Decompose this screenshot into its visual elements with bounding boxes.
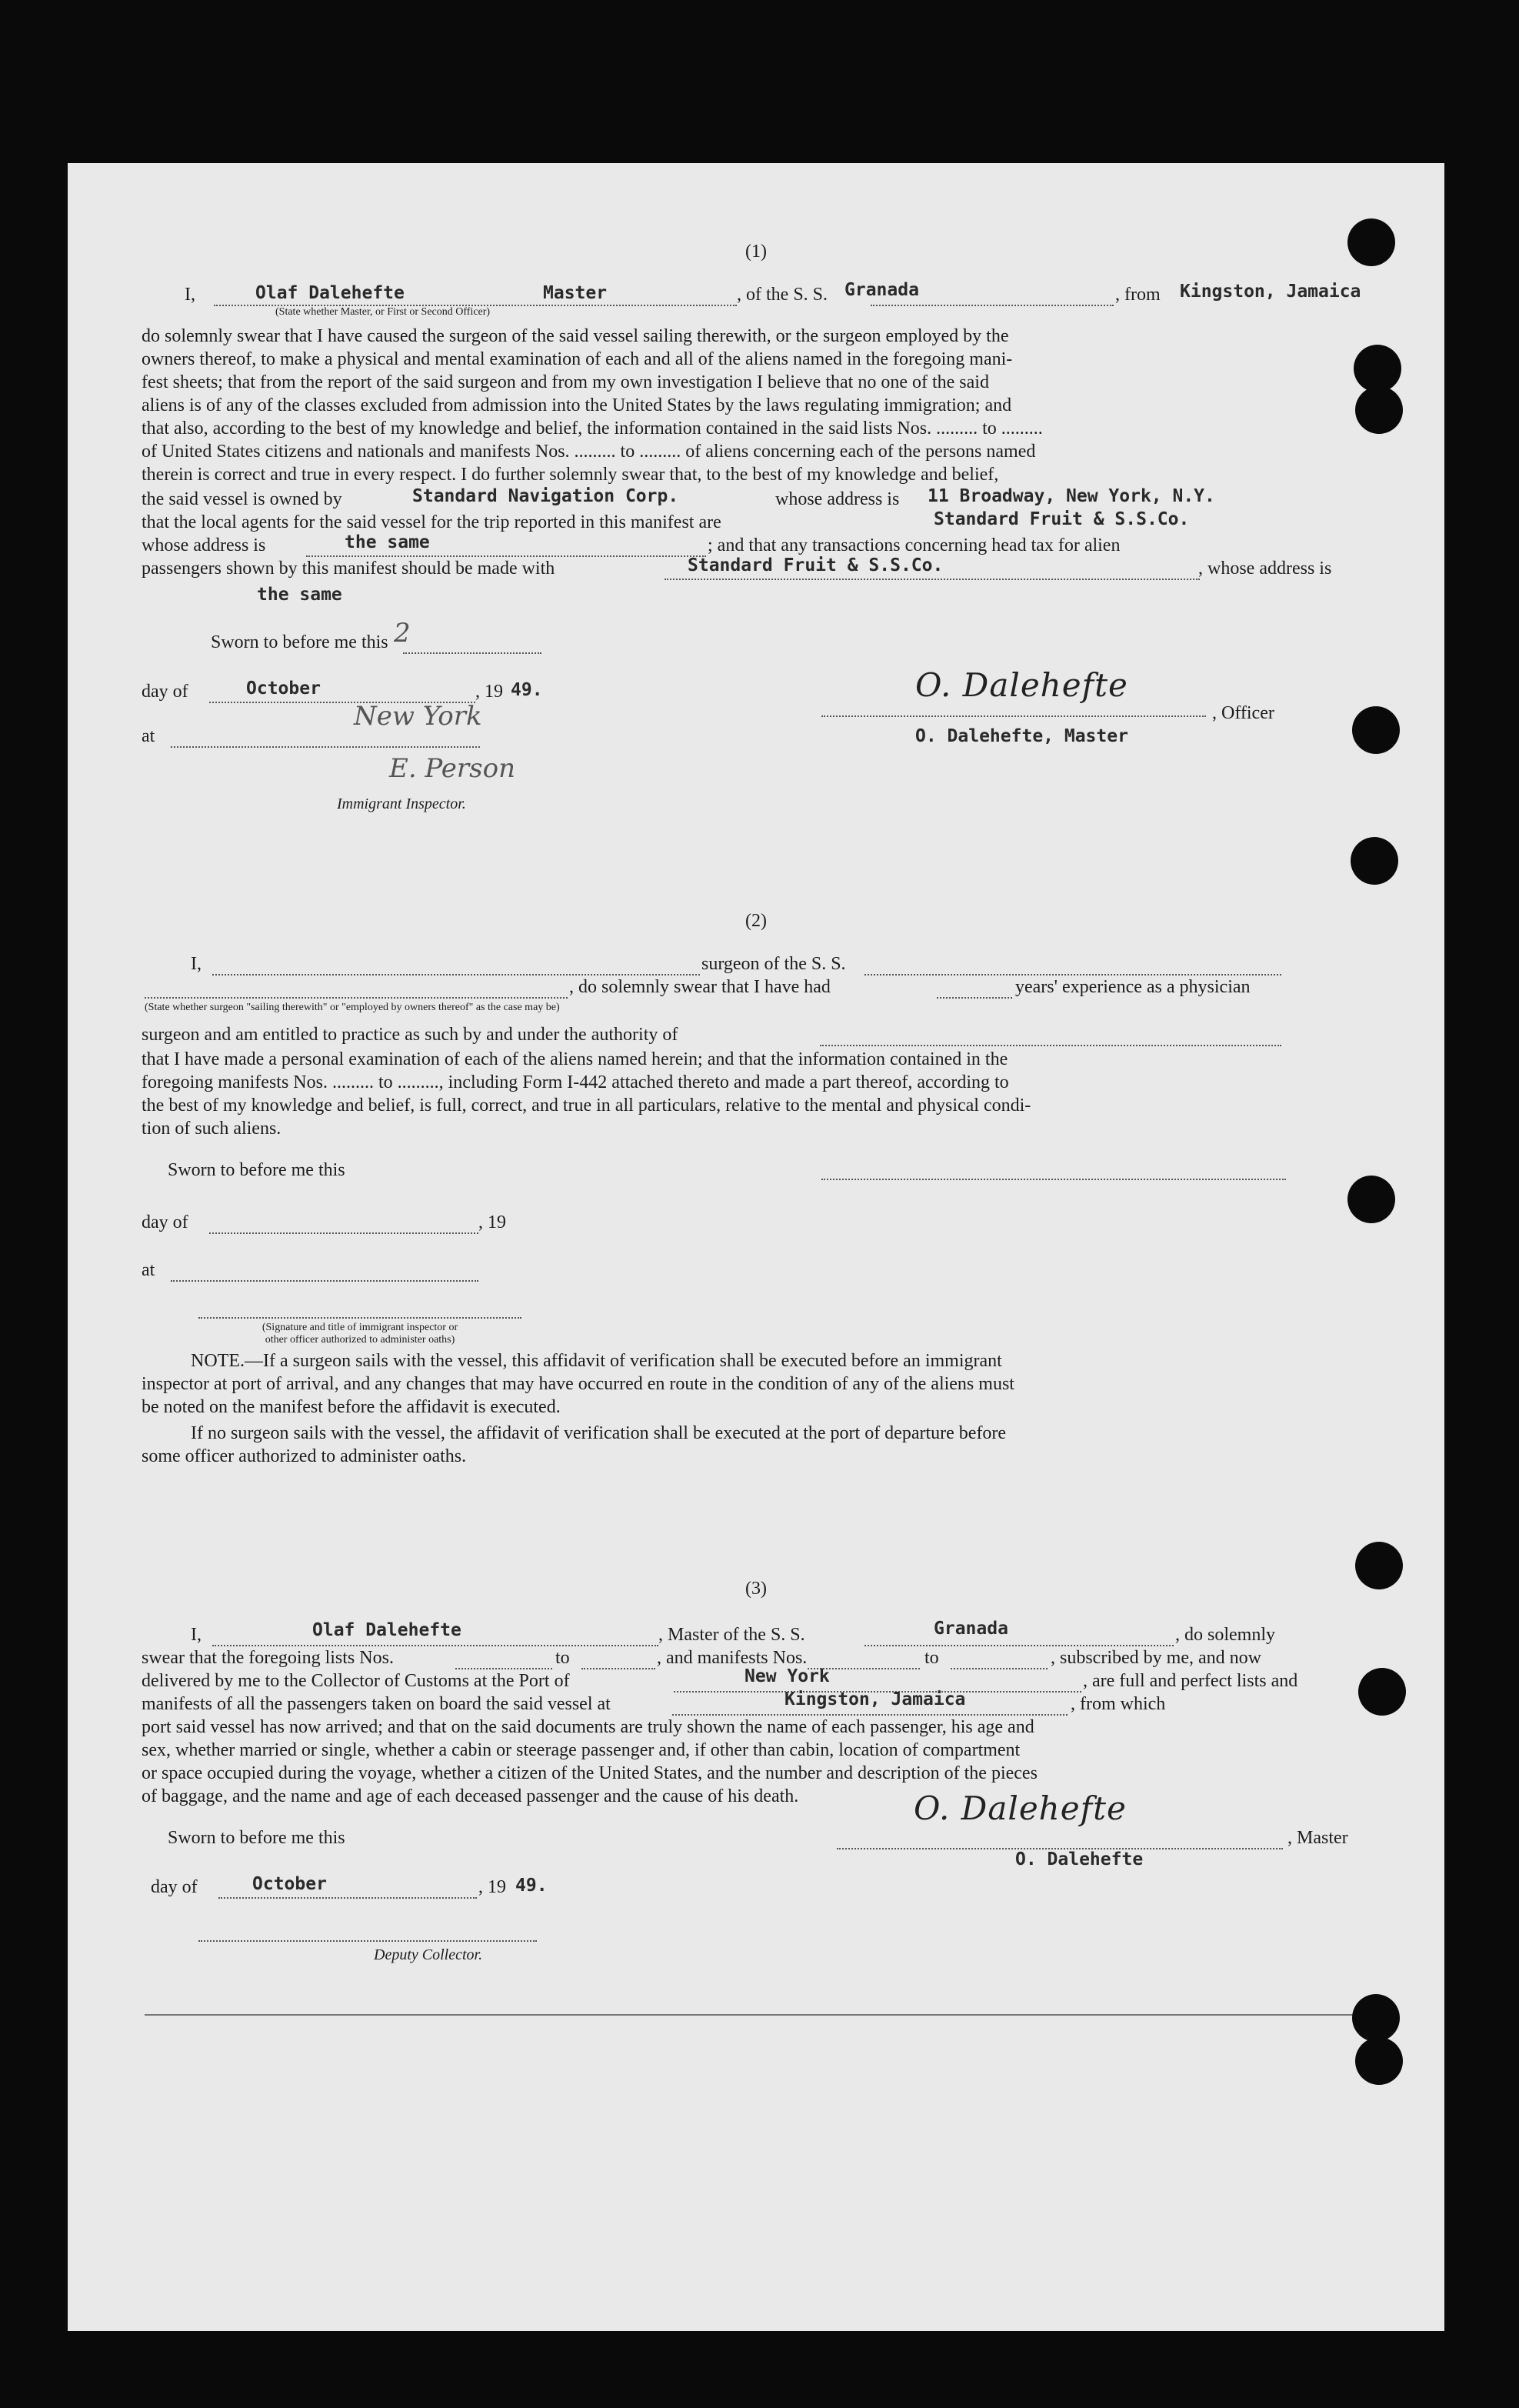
s2-authority-label: surgeon and am entitled to practice as such by and under the authority of: [142, 1025, 678, 1045]
s1-text-line: that also, according to the best of my knowledge and belief, the information contained in the said lists Nos. ......... to .........: [142, 419, 1043, 439]
punch-hole: [1347, 218, 1395, 266]
punch-hole: [1354, 345, 1401, 392]
s1-year: 49.: [511, 680, 543, 700]
s1-text-line: fest sheets; that from the report of the said surgeon and from my own investigation I believe that no one of the said: [142, 372, 989, 392]
s3-year: 49.: [515, 1876, 548, 1896]
s3-collector-label: Deputy Collector.: [374, 1946, 483, 1963]
s2-signature-line: [821, 1179, 1286, 1180]
s1-inspector-signature: E. Person: [389, 753, 515, 784]
s3-master-label: , Master: [1287, 1828, 1348, 1848]
s1-owner-address: 11 Broadway, New York, N.Y.: [928, 486, 1215, 506]
s1-day-of-label: day of: [142, 682, 188, 702]
s1-year-prefix: , 19: [475, 682, 503, 702]
s1-owned-label: the said vessel is owned by: [142, 489, 342, 509]
s3-taken-label: manifests of all the passengers taken on board the said vessel at: [142, 1694, 611, 1714]
s2-note-line: some officer authorized to administer oaths.: [142, 1446, 467, 1466]
s1-tax-line: [665, 579, 1200, 580]
s1-sworn-label: Sworn to before me this: [211, 632, 388, 652]
s2-i: I,: [191, 954, 202, 974]
s2-day-of-label: day of: [142, 1212, 188, 1232]
s3-perfect-lists-text: , are full and perfect lists and: [1083, 1671, 1298, 1691]
s3-month: October: [252, 1874, 327, 1894]
s1-tax-label: passengers shown by this manifest should be made with: [142, 559, 555, 579]
s1-sworn-day: 2: [394, 618, 411, 649]
s2-authority-line: [820, 1045, 1281, 1046]
section-2-number: (2): [745, 911, 767, 931]
s1-agents-address: the same: [345, 532, 430, 552]
s1-tax-address-label: , whose address is: [1198, 559, 1332, 579]
s1-officer-sign-line: [821, 715, 1206, 717]
section-1-number: (1): [745, 242, 767, 262]
s3-month-line: [218, 1897, 477, 1899]
s1-text-line: of United States citizens and nationals and manifests Nos. ......... to ......... of aliens concerning each of the persons named: [142, 442, 1036, 462]
s1-officer-signature: O. Dalehefte: [915, 666, 1128, 704]
s1-text-line: owners thereof, to make a physical and mental examination of each and all of the aliens named in the foregoing mani-: [142, 349, 1013, 369]
s1-inspector-label: Immigrant Inspector.: [337, 795, 466, 812]
s2-note-line: NOTE.—If a surgeon sails with the vessel, this affidavit of verification shall be executed before an immigrant: [191, 1351, 1002, 1371]
punch-hole: [1352, 706, 1400, 754]
s1-at-label: at: [142, 726, 155, 746]
s2-years-line: [937, 997, 1012, 999]
s3-text-line: port said vessel has now arrived; and that on the said documents are truly shown the name of each passenger, his age and: [142, 1717, 1034, 1737]
s1-officer-label: , Officer: [1212, 703, 1274, 723]
s3-text-line: sex, whether married or single, whether a cabin or steerage passenger and, if other than cabin, location of compartment: [142, 1740, 1021, 1760]
bottom-rule: [145, 2014, 1367, 2016]
s2-text-line: foregoing manifests Nos. ......... to ........., including Form I-442 attached thereto and made a part thereof, according to: [142, 1072, 1009, 1092]
s3-collector-sign-line: [198, 1940, 537, 1942]
s2-status-line: [145, 997, 568, 999]
s2-sign-note: other officer authorized to administer oaths): [265, 1334, 455, 1346]
punch-hole: [1355, 2037, 1403, 2085]
punch-hole: [1355, 1542, 1403, 1589]
s1-text-line: aliens is of any of the classes excluded from admission into the United States by the laws regulating immigration; and: [142, 395, 1012, 415]
s3-day-of-label: day of: [151, 1877, 198, 1897]
s3-vessel-name: Granada: [934, 1619, 1008, 1639]
s1-month: October: [246, 679, 321, 699]
s1-from: , from: [1115, 285, 1161, 305]
manifest-affidavit-page: [68, 163, 1444, 2331]
s1-owner: Standard Navigation Corp.: [412, 486, 679, 506]
s3-lists-to: to: [555, 1648, 570, 1668]
s1-tax-address: the same: [257, 585, 342, 605]
s1-rank: Master: [543, 283, 608, 303]
s3-manifests-to-line: [951, 1668, 1048, 1669]
punch-hole: [1347, 1176, 1395, 1223]
s3-lists-to-line: [581, 1668, 655, 1669]
s1-agents-label: that the local agents for the said vessel for the trip reported in this manifest are: [142, 512, 721, 532]
s2-text-line: that I have made a personal examination of each of the aliens named herein; and that the information contained in the: [142, 1049, 1008, 1069]
s3-text-line: or space occupied during the voyage, whether a citizen of the United States, and the number and description of the pieces: [142, 1763, 1038, 1783]
s2-note-line: be noted on the manifest before the affidavit is executed.: [142, 1397, 561, 1417]
s1-text-line: therein is correct and true in every respect. I do further solemnly swear that, to the best of my knowledge and belief,: [142, 465, 999, 485]
s3-text-line: of baggage, and the name and age of each deceased passenger and the cause of his death.: [142, 1786, 799, 1806]
punch-hole: [1355, 386, 1403, 434]
s2-status-note: (State whether surgeon "sailing therewith" or "employed by owners thereof" as the case may be): [145, 1002, 560, 1013]
punch-hole: [1351, 837, 1398, 885]
s2-officer-sign-line: [198, 1317, 521, 1319]
s3-port-label: delivered by me to the Collector of Customs at the Port of: [142, 1671, 570, 1691]
s2-at-line: [171, 1280, 478, 1282]
s3-from-which-text: , from which: [1071, 1694, 1166, 1714]
s1-i: I,: [185, 285, 195, 305]
s1-text-line: do solemnly swear that I have caused the surgeon of the said vessel sailing therewith, or the surgeon employed by the: [142, 326, 1009, 346]
s3-master-typed: O. Dalehefte: [1015, 1849, 1144, 1869]
s3-master-of-label: , Master of the S. S.: [658, 1625, 805, 1645]
s1-agents: Standard Fruit & S.S.Co.: [934, 509, 1190, 529]
s2-month-line: [209, 1232, 478, 1234]
s2-sign-note: (Signature and title of immigrant inspector or: [261, 1322, 458, 1333]
s1-head-tax-text: ; and that any transactions concerning head tax for alien: [708, 535, 1121, 555]
s2-text-line: the best of my knowledge and belief, is full, correct, and true in all particulars, relative to the mental and physical condi-: [142, 1096, 1031, 1116]
s1-vessel-name: Granada: [844, 280, 919, 300]
section-3-number: (3): [745, 1579, 767, 1599]
s3-manifests-label: , and manifests Nos.: [657, 1648, 808, 1668]
s1-owner-address-label: whose address is: [775, 489, 900, 509]
s3-manifests-to: to: [924, 1648, 939, 1668]
s1-rank-note: (State whether Master, or First or Second Officer): [275, 306, 491, 318]
s2-sworn-label: Sworn to before me this: [168, 1160, 345, 1180]
s3-i: I,: [191, 1625, 202, 1645]
s1-port: Kingston, Jamaica: [1180, 282, 1361, 302]
s3-master-name: Olaf Dalehefte: [312, 1620, 461, 1640]
s2-note-line: inspector at port of arrival, and any changes that may have occurred en route in the condition of any of the aliens must: [142, 1374, 1014, 1394]
s3-year-prefix: , 19: [478, 1877, 506, 1897]
s1-tax-with: Standard Fruit & S.S.Co.: [688, 555, 944, 575]
s2-at-label: at: [142, 1260, 155, 1280]
s3-lists-label: swear that the foregoing lists Nos.: [142, 1648, 394, 1668]
s3-master-signature: O. Dalehefte: [914, 1789, 1127, 1827]
s3-solemnly: , do solemnly: [1175, 1625, 1275, 1645]
s2-note-line: If no surgeon sails with the vessel, the affidavit of verification shall be executed at the port of departure before: [191, 1423, 1007, 1443]
s3-subscribed-text: , subscribed by me, and now: [1051, 1648, 1261, 1668]
s1-sworn-day-line: [403, 652, 541, 654]
s1-master-name: Olaf Dalehefte: [255, 283, 405, 303]
s1-at-line: [171, 746, 480, 748]
s2-surgeon-of-label: surgeon of the S. S.: [701, 954, 846, 974]
s1-place: New York: [354, 701, 482, 732]
s2-years-label: years' experience as a physician: [1015, 977, 1251, 997]
s2-swear-text: , do solemnly swear that I have had: [569, 977, 831, 997]
s3-port: New York: [745, 1666, 830, 1686]
s1-vessel-line: [871, 305, 1114, 306]
s1-agents-address-label: whose address is: [142, 535, 266, 555]
s1-of-ss: , of the S. S.: [737, 285, 828, 305]
s1-officer-typed: O. Dalehefte, Master: [915, 726, 1128, 746]
s2-year-prefix: , 19: [478, 1212, 506, 1232]
s3-from-port: Kingston, Jamaica: [784, 1689, 966, 1709]
punch-hole: [1358, 1668, 1406, 1716]
punch-hole: [1352, 1994, 1400, 2042]
s3-sworn-label: Sworn to before me this: [168, 1828, 345, 1848]
s2-text-line: tion of such aliens.: [142, 1119, 281, 1139]
